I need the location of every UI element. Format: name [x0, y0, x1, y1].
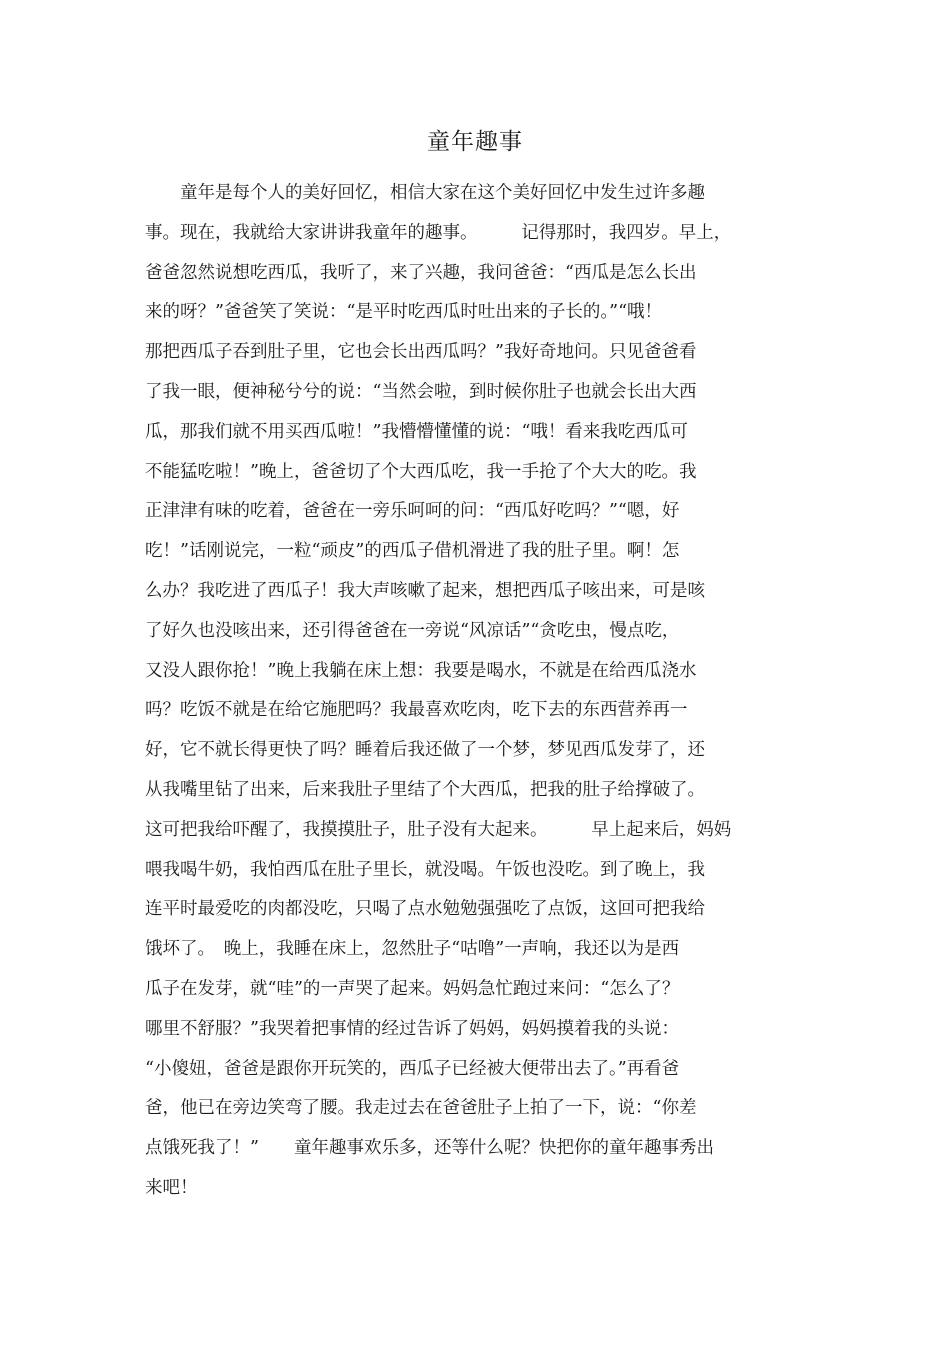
text-line: 了我一眼，便神秘兮兮的说：“当然会啦，到时候你肚子也就会长出大西 [145, 381, 697, 402]
text-line: 从我嘴里钻了出来，后来我肚子里结了个大西瓜，把我的肚子给撑破了。 [145, 779, 705, 800]
text-line: 好，它不就长得更快了吗？睡着后我还做了一个梦，梦见西瓜发芽了，还 [145, 740, 705, 761]
text-line: 不能猛吃啦！”晚上，爸爸切了个大西瓜吃，我一手抢了个大大的吃。我 [145, 461, 697, 482]
text-line: 哪里不舒服？”我哭着把事情的经过告诉了妈妈，妈妈摸着我的头说： [145, 1018, 679, 1039]
text-line: 爸，他已在旁边笑弯了腰。我走过去在爸爸肚子上拍了一下，说：“你差 [145, 1098, 697, 1119]
text-line: 饿坏了。 晚上，我睡在床上，忽然肚子“咕噜”一声响，我还以为是西 [145, 939, 680, 960]
text-line: 那把西瓜子吞到肚子里，它也会长出西瓜吗？”我好奇地问。只见爸爸看 [145, 342, 697, 363]
text-line: 么办？我吃进了西瓜子！我大声咳嗽了起来，想把西瓜子咳出来，可是咳 [145, 580, 705, 601]
text-line: 事。现在，我就给大家讲讲我童年的趣事。 记得那时，我四岁。早上， [145, 222, 732, 243]
text-line: 来的呀？”爸爸笑了笑说：“是平时吃西瓜时吐出来的子长的。”“哦！ [145, 302, 663, 323]
text-line: “小傻妞，爸爸是跟你开玩笑的，西瓜子已经被大便带出去了。”再看爸 [145, 1058, 680, 1079]
text-line: 正津津有味的吃着，爸爸在一旁乐呵呵的问：“西瓜好吃吗？”“嗯，好 [145, 501, 680, 522]
text-line: 这可把我给吓醒了，我摸摸肚子，肚子没有大起来。 早上起来后，妈妈 [145, 819, 732, 840]
text-line: 喂我喝牛奶，我怕西瓜在肚子里长，就没喝。午饭也没吃。到了晚上，我 [145, 859, 705, 880]
text-line: 吗？吃饭不就是在给它施肥吗？我最喜欢吃肉，吃下去的东西营养再一 [145, 700, 688, 721]
text-line: 连平时最爱吃的肉都没吃，只喝了点水勉勉强强吃了点饭，这回可把我给 [145, 899, 705, 920]
text-line: 点饿死我了！” 童年趣事欢乐多，还等什么呢？快把你的童年趣事秀出 [145, 1138, 714, 1159]
text-line: 爸爸忽然说想吃西瓜，我听了，来了兴趣，我问爸爸：“西瓜是怎么长出 [145, 262, 697, 283]
text-line: 瓜子在发芽，就“哇”的一声哭了起来。妈妈急忙跑过来问：“怎么了？ [145, 978, 680, 999]
document-title: 童年趣事 [427, 129, 523, 155]
text-line: 吃！”话刚说完，一粒“顽皮”的西瓜子借机滑进了我的肚子里。啊！怎 [145, 541, 680, 562]
text-line: 瓜，那我们就不用买西瓜啦！”我懵懵懂懂的说：“哦！看来我吃西瓜可 [145, 421, 688, 442]
essay-body [145, 174, 825, 1209]
text-line: 了好久也没咳出来，还引得爸爸在一旁说“风凉话”“贪吃虫，慢点吃， [145, 620, 680, 641]
text-line: 童年是每个人的美好回忆，相信大家在这个美好回忆中发生过许多趣 [145, 183, 705, 203]
text-line: 来吧！ [145, 1177, 198, 1198]
text-line: 又没人跟你抢！”晚上我躺在床上想：我要是喝水，不就是在给西瓜浇水 [145, 660, 697, 681]
